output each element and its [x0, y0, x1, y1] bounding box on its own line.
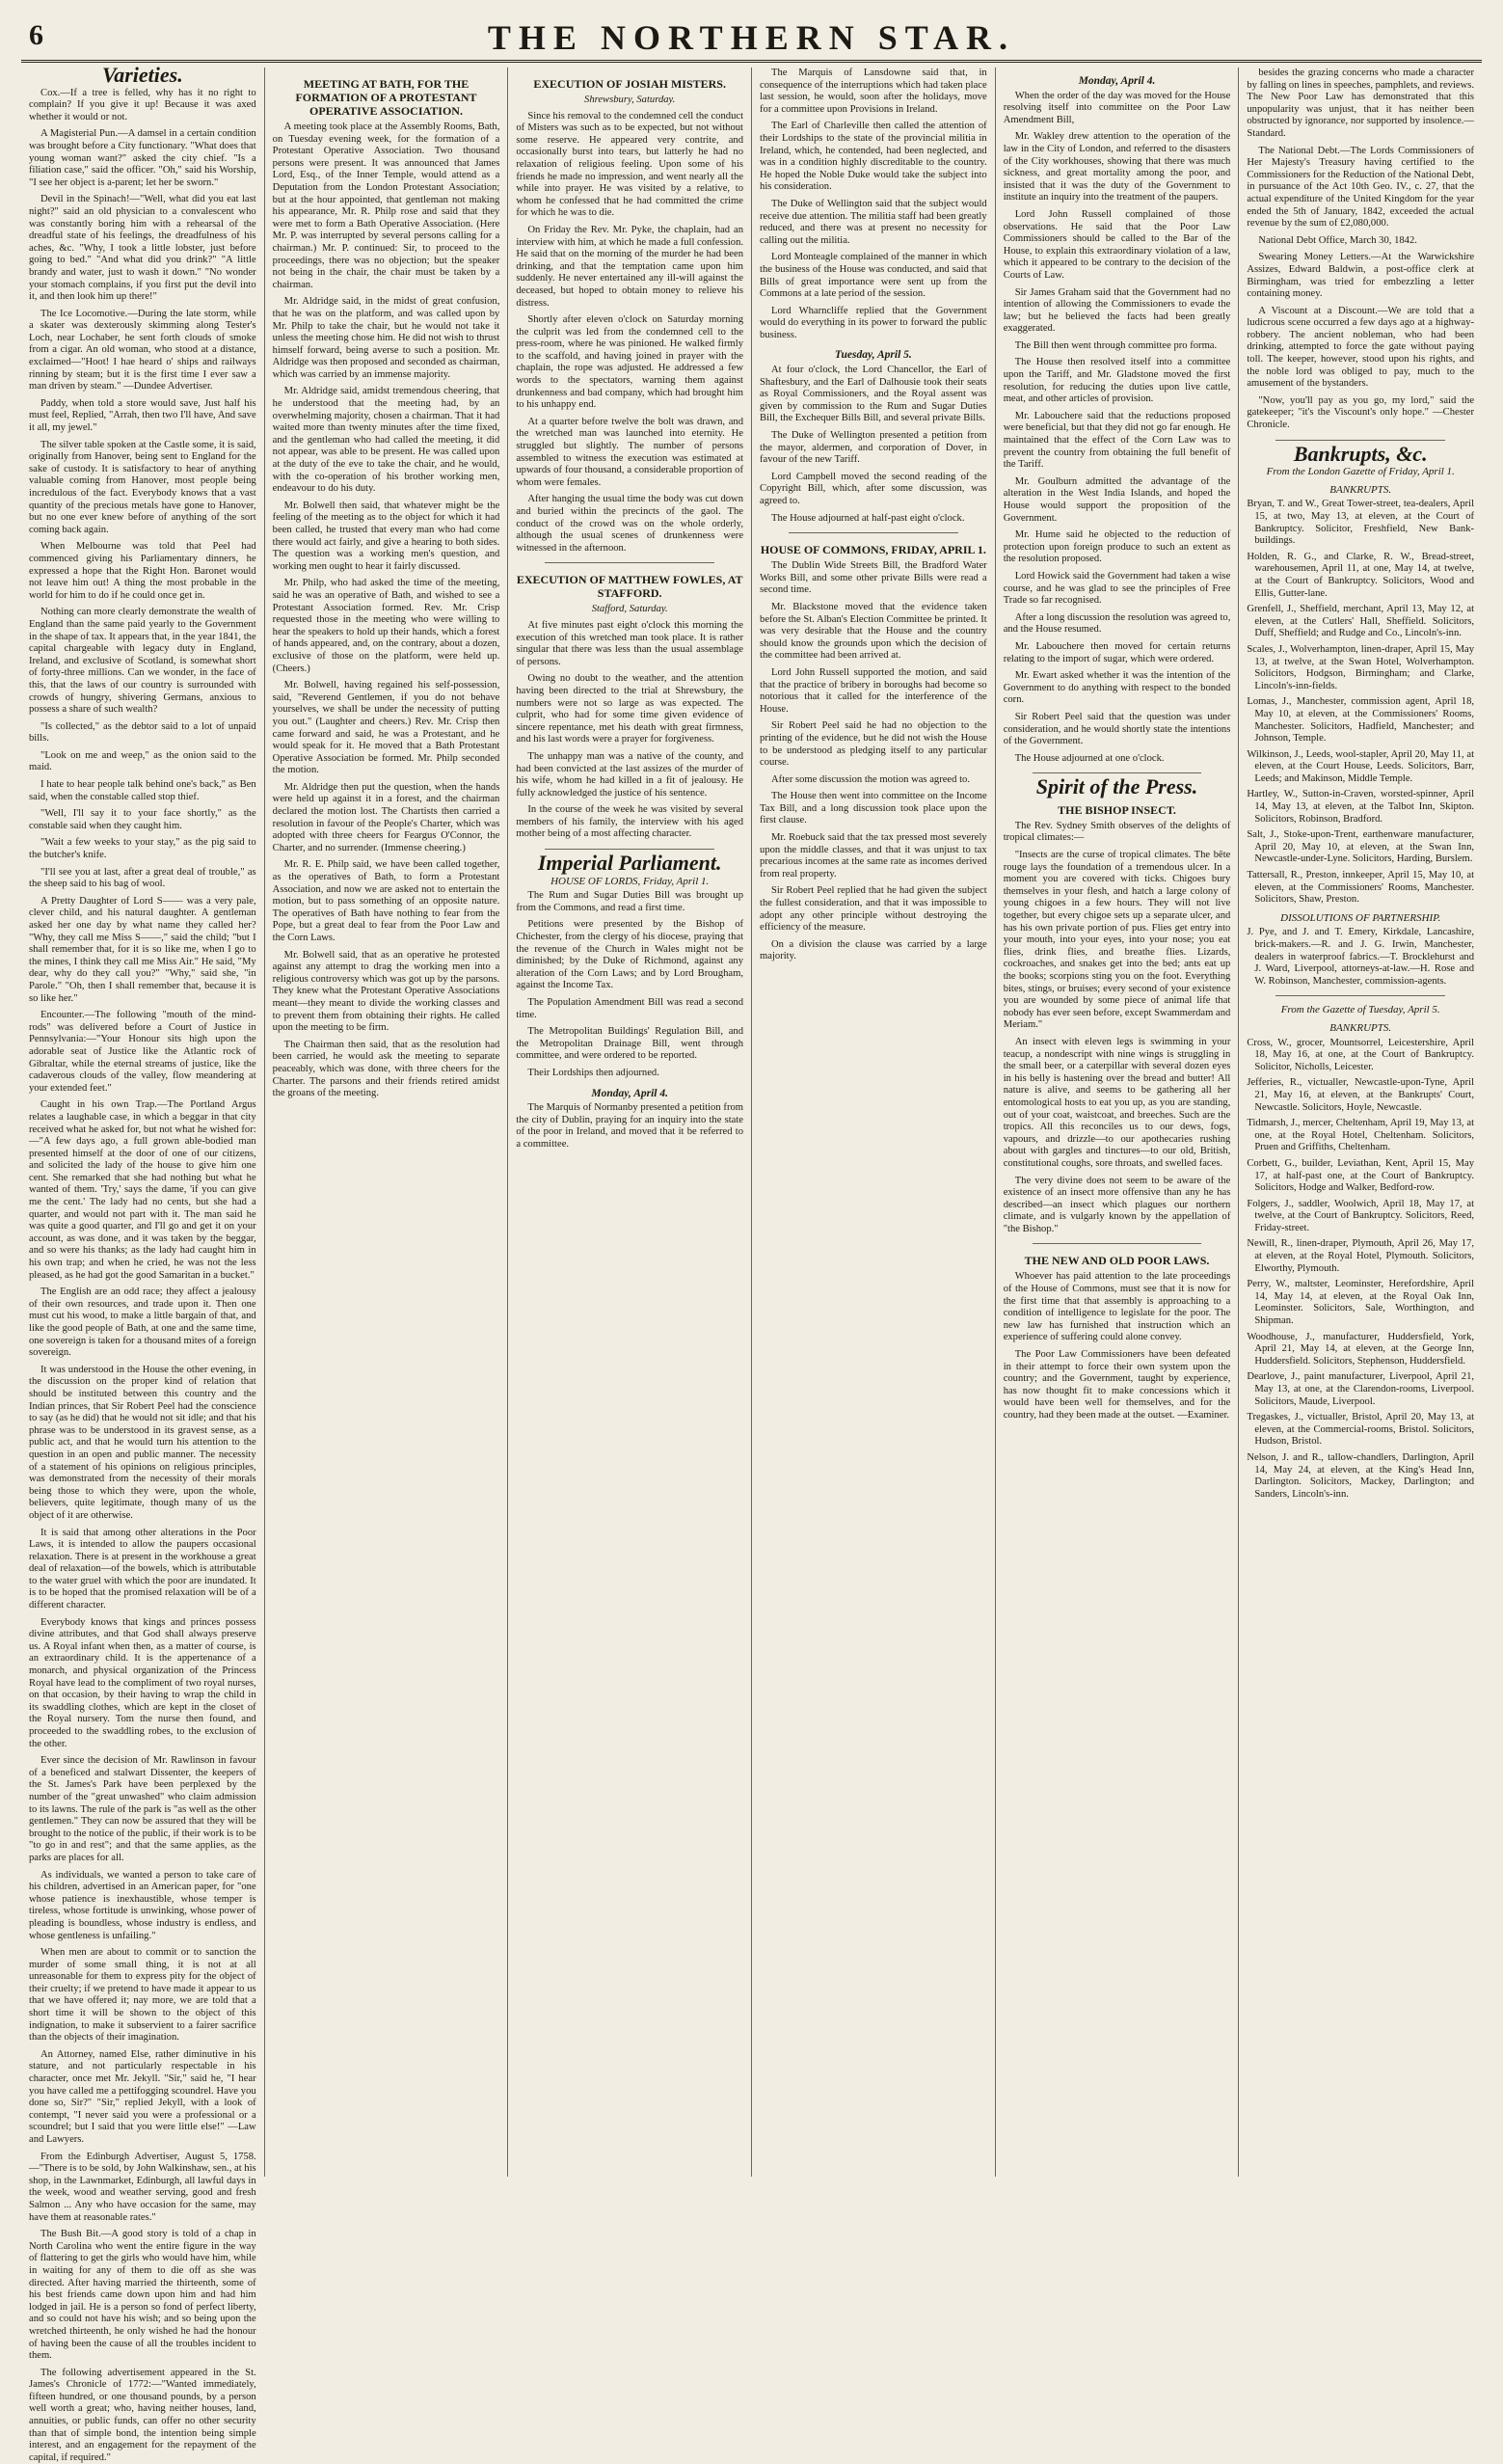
paragraph: besides the grazing concerns who made a character by falling on lines in speeches, pamphlets, and reviews. The New Poor Law has demonstrated that this unpopularity was unjust, that it has neither been obstructed by ignorance, nor supported by insolence.—Standard.: [1247, 68, 1475, 139]
paragraph: On a division the clause was carried by a large majority.: [760, 938, 987, 962]
paragraph: Tregaskes, J., victualler, Bristol, April 20, May 13, at eleven, at the Commercial-rooms, Bristol. Solicitors, Hudson, Bristol.: [1247, 1412, 1475, 1448]
dateline: Stafford, Saturday.: [591, 604, 668, 615]
section-heading-bankrupts: Bankrupts, &c.: [1293, 441, 1428, 466]
paragraph: The English are an odd race; they affect a jealousy of their own resources, and trade upon it. Then one must cut his wood, to make a little bargain of that, and like the good people of Bath, at one and the same time, one sovereign is taken for a thousand mites of a foreign sovereign.: [29, 1286, 256, 1359]
article-heading-misters-execution: EXECUTION OF JOSIAH MISTERS.: [533, 77, 726, 91]
dateline: Shrewsbury, Saturday.: [584, 95, 676, 105]
article-heading-bath-meeting: MEETING AT BATH, FOR THE FORMATION OF A PROTESTANT OPERATIVE ASSOCIATION.: [295, 77, 477, 118]
paragraph: An insect with eleven legs is swimming in your teacup, a nondescript with nine wings is struggling in the small beer, or a caterpillar with several dozen eyes in his belly is hastening over the bread and butter! All nature is alive, and seems to be gathering all her entomological hosts to eat you up, as you are standing, out of your coat, waistcoat, and breeches. Such are the tropics. All this reconciles us to our dews, fogs, vapours, and drizzle—to our apothecaries rushing about with gargles and tinctures—to our old, British, constitutional coughs, sore throats, and swelled faces.: [1003, 1036, 1231, 1169]
paragraph: Everybody knows that kings and princes possess divine attributes, and that God shall always preserve us. A Royal infant when then, as a matter of course, is an extraordinary child. It is the appertenance of a monarch, and physical organization of the Princess Royal have lead to the compliment of two royal nurses, on that occasion, by their having to wrap the child in its swaddling clothes, which are kept in the closet of the Royal nursery. Tom the nurse then found, and proceeded to the swaddling robes, to the exclusion of the other.: [29, 1616, 256, 1749]
paragraph: When men are about to commit or to sanction the murder of some small thing, it is not at all unreasonable for them to express pity for the object of their cruelty; if we pretend to have made it appear to us that we have offered it; nay more, we are told that a short time it will be shown to the object of this indignation, to make it subservient to a fairer sacrifice than the objects of their imagination.: [29, 1947, 256, 2044]
paragraph: Whoever has paid attention to the late proceedings of the House of Commons, must see that it is now for the first time that that assembly is approaching to a condition of intelligence to legislate for the poor. The new law has furnished that instruction which an experience of suffering could alone convey.: [1003, 1271, 1231, 1343]
lords-tuesday-paragraphs: [760, 365, 987, 525]
bankrupts-label: BANKRUPTS.: [1329, 483, 1392, 496]
paragraph: The Earl of Charleville then called the attention of their Lordships to the state of the provincial militia in Ireland, which, he contended, had been neglected, and was in a condition highly discreditable to the country. He hoped the Noble Duke would take the subject into his consideration.: [760, 121, 987, 193]
paragraph: Lord John Russell complained of those observations. He said that the Poor Law Commissioners should be called to the Bar of the House, to explain this extraordinary violation of a law, which it appeared to be contrary to the decision of the Courts of Law.: [1003, 208, 1231, 281]
divider: [1275, 440, 1445, 441]
miscellany-paragraphs: [1247, 68, 1474, 432]
masthead: [21, 17, 1482, 63]
paragraph: Grenfell, J., Sheffield, merchant, April 13, May 12, at eleven, at the Cutlers' Hall, Sheffield. Solicitors, Duff, Sheffield; and Rudge and Co., Lincoln's-inn.: [1247, 604, 1475, 639]
paragraph: "Well, I'll say it to your face shortly," as the constable said when they caught him.: [29, 808, 256, 831]
paragraph: "Is collected," as the debtor said to a lot of unpaid bills.: [29, 720, 256, 745]
divider: [789, 532, 958, 533]
paragraph: The Metropolitan Buildings' Regulation Bill, and the Metropolitan Drainage Bill, went through committee, and were ordered to be reported.: [516, 1026, 744, 1062]
column-1: [21, 63, 265, 2463]
paragraph: The Duke of Wellington said that the subject would receive due attention. The militia staff had been greatly reduced, and there was at present no necessity for calling out the militia.: [760, 198, 987, 246]
date-heading: Tuesday, April 5.: [834, 349, 912, 362]
divider: [545, 562, 714, 563]
paragraph: Mr. Blackstone moved that the evidence taken before the St. Alban's Election Committee be printed. It was very desirable that the House and the country should know the grounds upon which the decision of the committee had been arrived at.: [760, 601, 987, 662]
paragraph: A Magisterial Pun.—A damsel in a certain condition was brought before a City functionary. "What does that young woman want?" asked the city chief. "Is a filiation case," said the officer. "Oh," said his Worship, "I see her object is a-parent; let her be sworn.": [29, 128, 256, 188]
paragraph: The Marquis of Normanby presented a petition from the city of Dublin, praying for an inquiry into the state of the poor in Ireland, and moved that it be referred to a committee.: [516, 1102, 744, 1150]
paragraph: Tidmarsh, J., mercer, Cheltenham, April 19, May 13, at one, at the Royal Hotel, Cheltenham. Solicitors, Pruen and Griffiths, Cheltenham.: [1247, 1118, 1475, 1153]
paragraph: The House then went into committee on the Income Tax Bill, and a long discussion took place upon the first clause.: [760, 791, 987, 826]
paragraph: It was understood in the House the other evening, in the discussion on the proper kind of relation that should be instituted between this country and the Indian princes, that Sir Robert Peel had the conscience to say (as he did) that he would not sit idle; and that his phrase was to be understood in its gravest sense, as a public act, and that he would turn his attention to the question in an open and public manner. The necessity of a statement of his opinions on religious principles, was demonstrated from the necessity of their morals being those to which they were, upon the whole, believers, quite legitimate, though many of us the object of it are otherwise.: [29, 1364, 256, 1521]
varieties-paragraphs: [29, 88, 256, 2464]
paragraph: From the Edinburgh Advertiser, August 5, 1758.—"There is to be sold, by John Walkinshaw, sen., at his shop, in the Lawnmarket, Edinburgh, all lawful days in the week, wood and weather serving, good and fresh Salmon ... Any who have occasion for the same, may have them at reasonable rates.": [29, 2151, 256, 2223]
paragraph: "Now, you'll pay as you go, my lord," said the gatekeeper; "it's the Viscount's only hope." —Chester Chronicle.: [1247, 394, 1475, 431]
misters-paragraphs: [516, 111, 743, 555]
paragraph: The Chairman then said, that as the resolution had been carried, he would ask the meeting to separate peaceably, which was done, with three cheers for the Charter. The parsons and their friends retired amidst the groans of the meeting.: [272, 1039, 500, 1099]
paragraph: Sir Robert Peel said that the question was under consideration, and he would shortly state the intentions of the Government.: [1003, 711, 1231, 747]
poor-law-paragraphs: [1004, 1271, 1231, 1422]
paragraph: Tattersall, R., Preston, innkeeper, April 15, May 10, at eleven, at the Commissioners' Rooms, Manchester. Solicitors, Shaw, Preston.: [1247, 870, 1475, 906]
date-heading: Monday, April 4.: [591, 1087, 669, 1099]
paragraph: The very divine does not seem to be aware of the existence of an insect more offensive than any he has described—an insect which plagues our northern climate, and is vulgarly known by the appellation of "the Bishop.": [1003, 1175, 1231, 1234]
section-heading-spirit-of-press: Spirit of the Press.: [1035, 774, 1198, 799]
paragraph: The National Debt.—The Lords Commissioners of Her Majesty's Treasury having certified to the Commissioners for the Reduction of the National Debt, in pursuance of the Act 10th Geo. IV., c. 27, that the actual expenditure of the United Kingdom for the year ended the 5th of January, 1842, exceeded the actual revenue by the sum of £2,080,000.: [1247, 145, 1475, 230]
dissolutions-label: DISSOLUTIONS OF PARTNERSHIP.: [1280, 911, 1441, 924]
paragraph: The House then resolved itself into a committee upon the Tariff, and Mr. Gladstone moved the first resolution, for reducing the duties upon live cattle, meat, and other articles of provision.: [1003, 357, 1231, 405]
paragraph: The House adjourned at half-past eight o'clock.: [771, 512, 965, 524]
paragraph: On Friday the Rev. Mr. Pyke, the chaplain, had an interview with him, at which he made a full confession. He said that on the morning of the murder he had been drinking, and that the temptation came upon him suddenly. He never entertained any ill-will against the deceased, but hoped to obtain money to relieve his distress.: [516, 224, 744, 309]
column-2: [265, 68, 509, 2177]
section-heading-parliament: Imperial Parliament.: [537, 851, 722, 876]
paragraph: Wilkinson, J., Leeds, wool-stapler, April 20, May 11, at eleven, at the Court House, Leeds. Solicitors, Barr, Leeds; and Makinson, Middle Temple.: [1247, 748, 1475, 784]
paragraph: Mr. Labouchere said that the reductions proposed were beneficial, but that they did not go far enough. He maintained that the effect of the Corn Law was to prevent the country from obtaining the full benefit of the Tariff.: [1003, 410, 1231, 471]
fowles-paragraphs: [516, 620, 743, 841]
date-heading: Monday, April 4.: [1078, 75, 1156, 87]
article-heading-fowles-execution: EXECUTION OF MATTHEW FOWLES, AT STAFFORD.: [516, 573, 743, 601]
paragraph: Cross, W., grocer, Mountsorrel, Leicestershire, April 18, May 16, at one, at the Court of Bankruptcy. Solicitor, Nicholls, Leicester.: [1247, 1037, 1475, 1072]
paragraph: Petitions were presented by the Bishop of Chichester, from the clergy of his diocese, praying that the revenue of the Church in Wales might not be diminished; by the Duke of Richmond, against any alteration of the Corn Laws; and by Lord Brougham, against the Income Tax.: [516, 919, 744, 991]
paragraph: Corbett, G., builder, Leviathan, Kent, April 15, May 17, at half-past one, at the Court of Bankruptcy. Solicitors, Hodge and Walker, Bedford-row.: [1247, 1157, 1475, 1194]
paragraph: Mr. Bolwell then said, that whatever might be the feeling of the meeting as to the object for which it had been called, he trusted that every man who had come there would act fairly, and give a hearing to both sides. The question was a working men's question, and working men ought to hear it fairly discussed.: [272, 500, 500, 572]
paragraph: Lomas, J., Manchester, commission agent, April 18, May 10, at eleven, at the Commissioners' Rooms, Manchester. Solicitors, Hadfield, Manchester; and Johnson, Temple.: [1247, 696, 1475, 745]
paragraph: "I'll see you at last, after a great deal of trouble," as the sheep said to his bag of wool.: [29, 866, 256, 890]
paragraph: At five minutes past eight o'clock this morning the execution of this wretched man took place. It is rather singular that there was less than the usual assemblage of persons.: [516, 619, 744, 667]
dissolutions-list: [1247, 927, 1474, 988]
gazette-source: From the Gazette of Tuesday, April 5.: [1280, 1004, 1440, 1016]
column-5: [996, 68, 1240, 2177]
paragraph: A Viscount at a Discount.—We are told that a ludicrous scene occurred a few days ago at a highway-robbery. The ancient nobleman, who had been drinking, attempted to force the gate without paying toll. The keeper, however, stood upon his rights, and the noble lord was obliged to pay, much to the amusement of the bystanders.: [1247, 305, 1475, 390]
paragraph: The Bill then went through committee pro forma.: [1014, 339, 1218, 351]
paragraph: At four o'clock, the Lord Chancellor, the Earl of Shaftesbury, and the Earl of Dalhousie took their seats as Royal Commissioners, and the Royal assent was given by commission to the Rum and Sugar Duties Bill, the Exchequer Bills Bill, and several private Bills.: [760, 365, 987, 424]
paragraph: Lord Wharncliffe replied that the Government would do everything in its power to forward the public business.: [760, 305, 987, 340]
paragraph: Lord Howick said the Government had taken a wise course, and he was glad to see the principles of Free Trade so far recognised.: [1003, 570, 1231, 607]
paragraph: After a long discussion the resolution was agreed to, and the House resumed.: [1003, 611, 1231, 636]
paragraph: The Poor Law Commissioners have been defeated in their attempt to force their own system upon the country; and the Government, taught by experience, has now thought fit to make concessions which it would have been well for themselves, and for the country, had they been made at the outset. —Examiner.: [1003, 1349, 1231, 1421]
paragraph: A Pretty Daughter of Lord S—— was a very pale, clever child, and his natural daughter. A gentleman asked her one day by what name they called her? "Why, they call me Miss S——," said the child; "but I shall remember that, for it is so like me, when I go to the mines, I think they call me Miss Air." He said, "My dear, why do they call you?" "Why," said she, "in Parole." "Oh, then I shall remember that, because it is so like her.": [29, 895, 256, 1004]
paragraph: Cox.—If a tree is felled, why has it no right to complain? If you give it up! Because it was axed whether it would or not.: [29, 87, 256, 122]
paragraph: The silver table spoken at the Castle some, it is said, originally from Hanover, being sent to England for the sake of custody. It is satisfactory to hear of anything valuable coming from Hanover, most people being incredulous of the fact. Everybody knows that a vast quantity of the precious metals have gone to Hanover, but no one ever knew before of anything of the sort coming back again.: [29, 439, 256, 535]
paragraph: Mr. Bolwell, having regained his self-possession, said, "Reverend Gentlemen, if you do not behave yourselves, we shall be under the necessity of putting you out." (Laughter and cheers.) Rev. Mr. Crisp then came forward and said, he was a Protestant, and he would speak for it. He moved that a Bath Protestant Operative Association be formed. Mr. Philp seconded the motion.: [272, 680, 500, 776]
lords-paragraphs: [516, 890, 743, 1079]
paragraph: An Attorney, named Else, rather diminutive in his stature, and not particularly respectable in his character, once met Mr. Jekyll. "Sir," said he, "I hear you have called me a pettifogging scoundrel. Have you done so, Sir?" "Sir," replied Jekyll, with a look of contempt, "I never said you were a professional or a scoundrel; but I said that you were little else!" —Law and Lawyers.: [29, 2048, 256, 2145]
paragraph: "Look on me and weep," as the onion said to the maid.: [29, 749, 256, 773]
paragraph: "Wait a few weeks to your stay," as the pig said to the butcher's knife.: [29, 837, 256, 861]
newspaper-title: THE NORTHERN STAR.: [487, 18, 1016, 57]
paragraph: Ever since the decision of Mr. Rawlinson in favour of a beneficed and stalwart Dissenter, the keepers of the St. James's Park have been perplexed by the number of the "great unwashed" who claim admission to its lawns. The rule of the park is "as well as the other gentlemen." They can now be assured that they will be brought to the notice of the public, if their work is to be "to go in and rest"; and that the same applies, as the parks are places for all.: [29, 1755, 256, 1863]
paragraph: Holden, R. G., and Clarke, R. W., Bread-street, warehousemen, April 11, at one, May 14, at twelve, at the Court of Bankruptcy. Solicitors, Wood and Ellis, Gutter-lane.: [1247, 551, 1475, 599]
paragraph: Their Lordships then adjourned.: [527, 1067, 659, 1078]
paragraph: The Marquis of Lansdowne said that, in consequence of the interruptions which had taken place last session, he would, soon after the holidays, move for a committee upon Provisions in Ireland.: [760, 68, 987, 115]
paragraph: Folgers, J., saddler, Woolwich, April 18, May 17, at twelve, at the Court of Bankruptcy. Solicitors, Reed, Friday-street.: [1247, 1198, 1475, 1233]
paragraph: After hanging the usual time the body was cut down and buried within the precincts of the gaol. The conduct of the crowd was on the whole orderly, although the usual scenes of drunkenness were witnessed in the afternoon.: [516, 494, 744, 554]
paragraph: Mr. Bolwell said, that as an operative he protested against any attempt to drag the working men into a religious controversy which was got up by the parsons. They knew what the Protestant Operative Associations meant—they meant to divide the working classes and to prevent them from obtaining their rights. He called upon the meeting to be firm.: [272, 949, 500, 1034]
paragraph: The House adjourned at one o'clock.: [1014, 752, 1165, 764]
column-4: [752, 68, 996, 2177]
paragraph: It is said that among other alterations in the Poor Laws, it is intended to allow the paupers occasional relaxation. There is at present in the workhouse a great deal of relaxation—of the bowels, which is attributable to the water gruel with which the poor are inundated. It is to be hoped that the promised relaxation will be of a different character.: [29, 1527, 256, 1611]
paragraph: Lord Monteagle complained of the manner in which the business of the House was conducted, and said that Bills of great importance were sent up from the Commons at a late period of the session.: [760, 252, 987, 300]
paragraph: The unhappy man was a native of the county, and had been convicted at the last assizes of the murder of his wife, whom he had killed in a fit of jealousy. He fully acknowledged the justice of his sentence.: [516, 750, 744, 799]
paragraph: A meeting took place at the Assembly Rooms, Bath, on Tuesday evening week, for the formation of a Protestant Operative Association. Two thousand persons were present. It was announced that James Lord, Esq., of the Inner Temple, would attend as a Deputation from the London Protestant Association; but at the hour appointed, that gentleman not making his appearance, Mr. R. Philp rose and said that they were met to form a Bath Operative Association. (Here Mr. P. was interrupted by several persons calling for a chairman.) Mr. P. continued: Sir, to proceed to the proceedings, there was no objection; but the speaker not being in the chair, the chair must be taken by a chairman.: [272, 122, 500, 290]
lords-continued-paragraphs: [760, 68, 987, 341]
paragraph: Mr. Labouchere then moved for certain returns relating to the import of sugar, which were ordered.: [1003, 640, 1231, 664]
gazette-source: From the London Gazette of Friday, April 1.: [1266, 466, 1455, 478]
column-3: [508, 68, 752, 2177]
paragraph: Scales, J., Wolverhampton, linen-draper, April 15, May 13, at twelve, at the Swan Hotel, Wolverhampton. Solicitors, Hodgson, Birmingham; and Clarke, Lincoln's-inn-fields.: [1247, 643, 1475, 691]
paragraph: As individuals, we wanted a person to take care of his children, advertised in an American paper, for "one whose patience is inexhaustible, whose temper is tireless, whose fortitude is unwinking, whose power of pleading is boundless, whose industry is endless, and whose gentleness is unfailing.": [29, 1869, 256, 1941]
paragraph: Caught in his own Trap.—The Portland Argus relates a laughable case, in which a beggar in that city received what he asked for, but not what he wished for:—"A few days ago, a full grown able-bodied man presented himself at the door of one of our citizens, and solicited the lady of the house to give him one cent. She remarked that she had nothing but what he wanted of them. 'Try,' says the dame, 'if you can give me the cent.' The lady had no cents, but she had a quarter, and would not part with it. The man said he was quite a good quarter, and I'll go and get it on your account, as was done, and it was taken by the beggar, and so were his thanks; as the lady had caught him in his own trap; and when he cried, he was not the less pleased, as he had got the good Samaritan in a bucket.": [29, 1099, 256, 1281]
paragraph: Jefferies, R., victualler, Newcastle-upon-Tyne, April 21, May 16, at eleven, at the Bankrupts' Court, Newcastle. Solicitors, Hoyle, Newcastle.: [1247, 1077, 1475, 1113]
paragraph: The Duke of Wellington presented a petition from the mayor, aldermen, and corporation of Dover, in favour of the new Tariff.: [760, 430, 987, 466]
paragraph: Mr. Ewart asked whether it was the intention of the Government to do anything with respect to the bonded corn.: [1003, 670, 1231, 706]
paragraph: The Dublin Wide Streets Bill, the Bradford Water Works Bill, and some other private Bills were read a second time.: [760, 560, 987, 596]
paragraph: Shortly after eleven o'clock on Saturday morning the culprit was led from the condemned cell to the press-room, where he was pinioned. He walked firmly to the scaffold, and having joined in prayer with the chaplain, the rope was adjusted. He addressed a few words to the spectators, warning them against drunkenness and bad company, which had brought him to his unhappy end.: [516, 314, 744, 411]
paragraph: The Rev. Sydney Smith observes of the delights of tropical climates:—: [1003, 820, 1231, 844]
paragraph: When Melbourne was told that Peel had commenced giving his Parliamentary dinners, he expressed a hope that the Right Hon. Baronet would not leave him out! A thing the most probable in the world for him to do if he could once get in.: [29, 541, 256, 601]
paragraph: Woodhouse, J., manufacturer, Huddersfield, York, April 21, May 14, at eleven, at the George Inn, Huddersfield. Solicitors, Stephenson, Huddersfield.: [1247, 1331, 1475, 1367]
paragraph: Mr. Aldridge said, amidst tremendous cheering, that he understood that the meeting had, by an overwhelming majority, chosen a chairman. That it had waited more than twenty minutes after the time fixed, and the gentleman who had called the meeting, it did not appear, was able to be present. He was called upon at the duty of the eve to take the chair, and he would, with the co-operation of his brother working men, endeavour to do his duty.: [272, 386, 500, 495]
paragraph: Dearlove, J., paint manufacturer, Liverpool, April 21, May 13, at one, at the Clarendon-rooms, Liverpool. Solicitors, Maude, Liverpool.: [1247, 1371, 1475, 1407]
paragraph: J. Pye, and J. and T. Emery, Kirkdale, Lancashire, brick-makers.—R. and J. G. Irwin, Manchester, dealers in waterproof fabrics.—T. Brocklehurst and J. Ward, Liverpool, attorneys-at-law.—H. Rose and W. Robinson, Manchester, commission-agents.: [1247, 927, 1475, 987]
subheading-house-of-commons: HOUSE OF COMMONS, FRIDAY, APRIL 1.: [760, 543, 986, 557]
column-6: [1239, 68, 1482, 2177]
page-number: 6: [29, 19, 43, 51]
paragraph: "Insects are the curse of tropical climates. The bête rouge lays the foundation of a tremendous ulcer. In a moment you are covered with ticks. Chigoes bury themselves in your flesh, and hatch a large colony of young chigoes in a few hours. They will not live together, but every chigoe sets up a separate ulcer, and has his own private portion of pus. Flies get entry into your mouth, into your eyes, into your nose; you eat flies, drink flies, and breathe flies. Lizards, cockroaches, and snakes get into the bed; ants eat up the books; scorpions sting you on the foot. Everything bites, stings, or bruises; every second of your existence you are wounded by some piece of animal life that nobody has ever seen before, except Swammerdam and Meriam.": [1003, 850, 1231, 1031]
paragraph: Lord Campbell moved the second reading of the Copyright Bill, which, after some discussion, was agreed to.: [760, 471, 987, 506]
paragraph: Mr. Aldridge then put the question, when the hands were held up against it in a forest, and the chairman declared the motion lost. The Chartists then carried a resolution in favour of the People's Charter, which was adopted with three cheers for Feargus O'Connor, the Charter, and no surrender. (Immense cheering.): [272, 781, 500, 853]
divider: [1033, 772, 1202, 773]
paragraph: Nelson, J. and R., tallow-chandlers, Darlington, April 14, May 24, at eleven, at the King's Head Inn, Darlington. Solicitors, Mackey, Darlington; and Sanders, Lincoln's-inn.: [1247, 1451, 1475, 1500]
bankrupts-label: BANKRUPTS.: [1329, 1021, 1392, 1034]
commons-monday-paragraphs: [1004, 91, 1231, 766]
paragraph: The Rum and Sugar Duties Bill was brought up from the Commons, and read a first time.: [516, 890, 744, 913]
paragraph: Owing no doubt to the weather, and the attention having been directed to the trial at Shrewsbury, the numbers were not so large as was expected. The culprit, who had for some time given evidence of sincere repentance, met his death with great firmness, and his last words were a prayer for forgiveness.: [516, 673, 744, 745]
paragraph: Sir Robert Peel replied that he had given the subject the fullest consideration, and that it was impossible to adopt any other principle without destroying the efficiency of the measure.: [760, 885, 987, 934]
paragraph: National Debt Office, March 30, 1842.: [1258, 234, 1417, 246]
commons-paragraphs: [760, 560, 987, 963]
divider: [1033, 1243, 1202, 1244]
paragraph: Mr. Philp, who had asked the time of the meeting, said he was an operative of Bath, and wished to see a Protestant Association formed. Rev. Mr. Crisp requested those in the meeting who were willing to hear the speakers to hold up their hands, which a forest of hands appeared, and, on the contrary, about a dozen, exclusive of those on the platform, were held up. (Cheers.): [272, 578, 500, 674]
paragraph: Mr. Goulburn admitted the advantage of the alteration in the West India Islands, and hoped the House would support the proposition of the Government.: [1003, 475, 1231, 524]
paragraph: Mr. R. E. Philp said, we have been called together, as the operatives of Bath, to form a Protestant Association, and now we are asked not to entertain the motion, but to pass something of an opposite nature. The operatives of Bath have nothing to fear from the Pope, but a great deal to fear from the Poor Law and the Corn Laws.: [272, 859, 500, 943]
paragraph: When the order of the day was moved for the House resolving itself into committee on the Poor Law Amendment Bill,: [1003, 90, 1231, 125]
paragraph: Hartley, W., Sutton-in-Craven, worsted-spinner, April 14, May 13, at eleven, at the Talbot Inn, Skipton. Solicitors, Robinson, Bradford.: [1247, 789, 1475, 825]
paragraph: The Population Amendment Bill was read a second time.: [516, 997, 744, 1020]
paragraph: Nothing can more clearly demonstrate the wealth of England than the same paid yearly to the Government in the shape of tax. It appears that, in the year 1841, the capital chargeable with legacy duty in England, Ireland, and exclusive of Scotland, is somewhat short of forty-three millions. Can we wonder, in the face of this, that the laws of our country is surrounded with crowds of hungry, shivering Germans, anxious to possess a share of such wealth?: [29, 607, 256, 716]
paragraph: Salt, J., Stoke-upon-Trent, earthenware manufacturer, April 20, May 10, at eleven, at the Swan Inn, Newcastle-under-Lyne. Solicitors, Harding, Burslem.: [1247, 829, 1475, 865]
paragraph: Sir Robert Peel said he had no objection to the printing of the evidence, but he did not wish the House to be understood as pledging itself to any particular course.: [760, 720, 987, 769]
paragraph: After some discussion the motion was agreed to.: [771, 773, 970, 785]
paragraph: Since his removal to the condemned cell the conduct of Misters was such as to be expected, but not without some reserve. He appeared very contrite, and occasionally burst into tears, but latterly he had no relaxation of religious feeling. Upon some of his friends he made no impression, and went nearly all the while into prayer. He was visited by a relative, to whom he confessed that he had committed the crime for which he was to die.: [516, 110, 744, 219]
divider: [1275, 995, 1445, 996]
paragraph: The Ice Locomotive.—During the late storm, while a skater was dexterously skimming along Tester's Loch, near Lochaber, he sent forth clouds of smoke from a cigar. An old woman, who stood at a distance, exclaimed—"Hoot! I hae heard o' ships and railways rinning by steam; but it is the first time I ever saw a man driven by steam." —Dundee Advertiser.: [29, 308, 256, 393]
bankrupts-list: [1247, 499, 1474, 906]
lords-monday-paragraphs: [516, 1102, 743, 1151]
paragraph: Mr. Roebuck said that the tax pressed most severely upon the middle classes, and that it was unjust to tax precarious incomes at the same rate as incomes derived from real property.: [760, 832, 987, 880]
paragraph: In the course of the week he was visited by several members of his family, the interview with his aged mother being of a most affecting character.: [516, 804, 744, 840]
paragraph: Lord John Russell supported the motion, and said that the practice of bribery in boroughs had become so notorious that it called for the interference of the House.: [760, 666, 987, 715]
paragraph: I hate to hear people talk behind one's back," as Ben said, when the constable called stop thief.: [29, 779, 256, 802]
bath-meeting-paragraphs: [273, 122, 500, 1100]
paragraph: Newill, R., linen-draper, Plymouth, April 26, May 17, at eleven, at the Royal Hotel, Plymouth. Solicitors, Elworthy, Plymouth.: [1247, 1238, 1475, 1274]
insect-paragraphs: [1004, 821, 1231, 1236]
paragraph: Sir James Graham said that the Government had no intention of allowing the Commissioners to evade the law; but he believed the facts had been greatly exaggerated.: [1003, 286, 1231, 335]
paragraph: At a quarter before twelve the bolt was drawn, and the wretched man was launched into eternity. He struggled but slightly. The number of persons assembled to witness the execution was estimated at upwards of four thousand, a considerable proportion of whom were females.: [516, 416, 744, 488]
bankrupts-list: [1247, 1038, 1474, 1502]
paragraph: Paddy, when told a store would save, Just half his must feel, Replied, "Arrah, then two I'll have, And save it all, my jewel.": [29, 397, 256, 434]
paragraph: Swearing Money Letters.—At the Warwickshire Assizes, Edward Baldwin, a post-office clerk at Birmingham, was tried for embezzling a letter containing money.: [1247, 252, 1475, 300]
section-heading-varieties: Varieties.: [101, 63, 183, 87]
paragraph: Mr. Hume said he objected to the reduction of protection upon foreign produce to such an extent as the resolution proposed.: [1003, 529, 1231, 565]
paragraph: Perry, W., maltster, Leominster, Herefordshire, April 14, May 14, at eleven, at the Royal Oak Inn, Leominster. Solicitors, Sale, Worthington, and Shipman.: [1247, 1279, 1475, 1327]
article-heading-bishop-insect: THE BISHOP INSECT.: [1058, 802, 1176, 817]
article-heading-poor-laws: THE NEW AND OLD POOR LAWS.: [1024, 1254, 1210, 1268]
paragraph: Bryan, T. and W., Great Tower-street, tea-dealers, April 15, at two, May 13, at eleven, at the Court of Bankruptcy. Solicitor, Freshfield, New Bank-buildings.: [1247, 499, 1475, 547]
subheading-house-of-lords: HOUSE OF LORDS, Friday, April 1.: [550, 875, 710, 887]
divider: [545, 849, 714, 850]
paragraph: Mr. Wakley drew attention to the operation of the law in the City of London, and referred to the disasters of the City workhouses, showing that there was much sickness, and great mortality among the poor, and insisted that it was the duty of the Government to institute an inquiry into the treatment of the paupers.: [1003, 131, 1231, 203]
paragraph: The Bush Bit.—A good story is told of a chap in North Carolina who went the entire figure in the way of flattering to get the girls who would have him, while in waiting for any of them to die off as she was directed. After having married the thirteenth, some of his best friends came down upon him and had him lodged in jail. He is a person so fond of perfect liberty, and so could not have his wish; and so being upon the wretched thirteenth, he only wished he had the honour of having been the cause of all the troubles incident to them.: [29, 2229, 256, 2362]
paragraph: Encounter.—The following "mouth of the mind-rods" was delivered before a Court of Justice in Pennsylvania:—"Your Honour sits high upon the adorable seat of Justice like the Atlantic rock of Gibraltar, while the eternal streams of justice, like the cadaverous clouds of the valley, flow meandering at your extended feet.": [29, 1010, 256, 1094]
paragraph: Mr. Aldridge said, in the midst of great confusion, that he was on the platform, and was called upon by Mr. Philp to take the chair, but he would not take it unless the meeting chose him. He did not wish to thrust himself forward, being averse to such a position. Mr. Aldridge was then proposed and seconded as chairman, which was carried by an immense majority.: [272, 296, 500, 380]
paragraph: Devil in the Spinach!—"Well, what did you eat last night?" said an old physician to a convalescent who was constantly boring him with a rehearsal of the dreadful state of his feelings, the dreadfulness of his aches, &c. "Why, I took a little lobster, just before going to bed." "And what did you drink?" "A little brandy and water, just to wash it down." "No wonder your stomach complains, if you first put the devil into it, and then look him up there!": [29, 194, 256, 303]
paragraph: The following advertisement appeared in the St. James's Chronicle of 1772:—"Wanted immediately, fifteen hundred, or one thousand pounds, by a person well worth a great; who, having neither houses, land, annuities, or public funds, can offer no other security than that of simple bond, the intention being simple interest, and an engagement for the repayment of the capital, if required.": [29, 2367, 256, 2463]
